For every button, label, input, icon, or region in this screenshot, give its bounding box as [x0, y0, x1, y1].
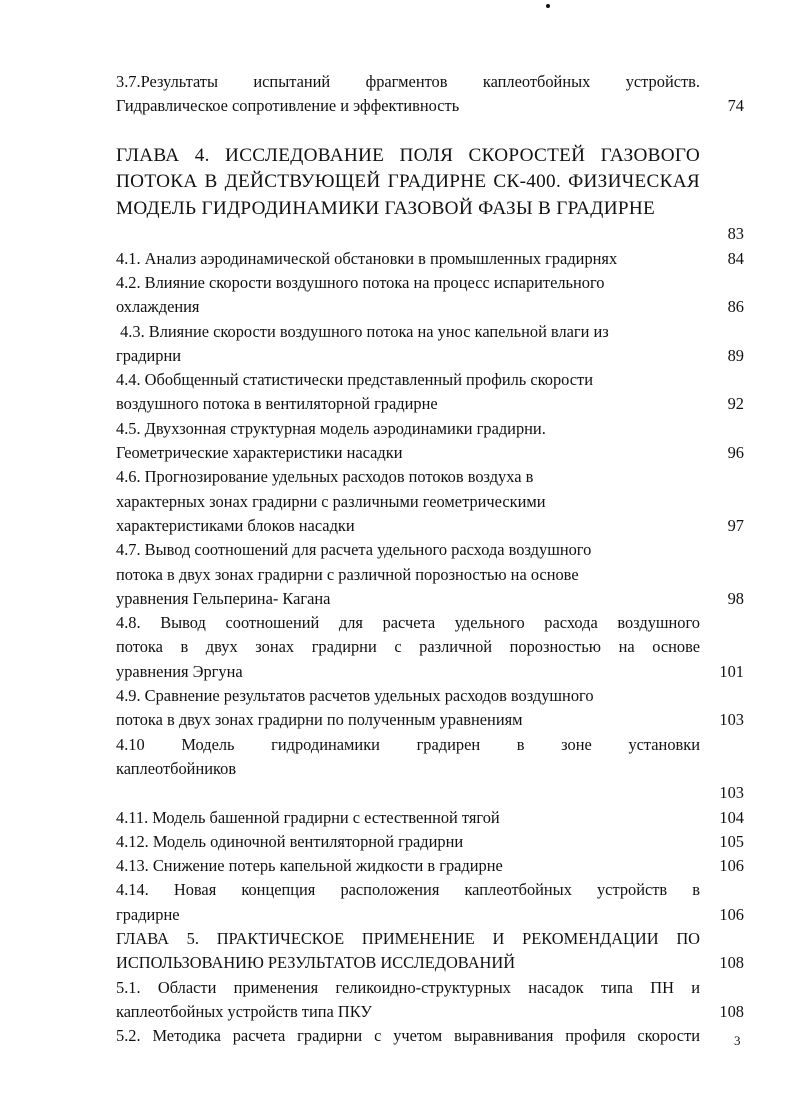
toc-entry-4-13	[116, 854, 744, 878]
toc-entry-text: потока в двух зонах градирни с различной порозностью на основе	[116, 564, 579, 584]
toc-entry-4-10	[116, 733, 744, 806]
toc-page-number: 106	[719, 904, 744, 924]
toc-page-number: 97	[727, 515, 744, 535]
toc-page-number: 98	[727, 588, 744, 608]
chapter-heading-text: ГЛАВА 5. ПРАКТИЧЕСКОЕ ПРИМЕНЕНИЕ И РЕКОМЕНДАЦИИ ПО	[116, 928, 700, 948]
toc-entry-3-7	[116, 70, 744, 119]
toc-entry-text: 4.10 Модель гидродинамики градирен в зоне установки	[116, 734, 700, 754]
toc-chapter-4-page	[116, 222, 744, 246]
table-of-contents	[116, 70, 744, 1048]
toc-page-number: 96	[727, 443, 744, 463]
toc-page-number: 83	[727, 224, 744, 244]
toc-page-number: 108	[719, 953, 744, 973]
toc-entry-text: 4.5. Двухзонная структурная модель аэродинамики градирни.	[116, 418, 546, 438]
toc-chapter-5	[116, 927, 744, 976]
toc-entry-4-5	[116, 417, 744, 466]
toc-entry-text: Геометрические характеристики насадки	[116, 443, 403, 463]
toc-entry-text: 3.7.Результаты испытаний фрагментов каплеотбойных устройств.	[116, 72, 700, 91]
toc-entry-text: 4.9. Сравнение результатов расчетов удельных расходов воздушного	[116, 686, 594, 706]
toc-entry-text: воздушного потока в вентиляторной градирне	[116, 394, 438, 414]
toc-entry-4-6	[116, 465, 744, 538]
toc-entry-text: 4.12. Модель одиночной вентиляторной градирни	[116, 831, 464, 851]
toc-entry-text: Гидравлическое сопротивление и эффективность	[116, 96, 460, 116]
scan-dot	[546, 4, 550, 8]
toc-entry-text: градирни	[116, 345, 182, 365]
toc-entry-text: потока в двух зонах градирни по полученным уравнениям	[116, 710, 523, 730]
toc-entry-text: уравнения Эргуна	[116, 661, 243, 681]
toc-entry-4-4	[116, 368, 744, 417]
toc-entry-text: 4.1. Анализ аэродинамической обстановки в промышленных градирнях	[116, 248, 618, 268]
toc-entry-text: каплеотбойных устройств типа ПКУ	[116, 1001, 372, 1021]
toc-page-number: 103	[719, 710, 744, 730]
toc-page-number: 108	[719, 1001, 744, 1021]
toc-entry-4-1	[116, 247, 744, 271]
toc-entry-text: 4.6. Прогнозирование удельных расходов потоков воздуха в	[116, 467, 534, 487]
chapter-heading-text: ГЛАВА 4. ИССЛЕДОВАНИЕ ПОЛЯ СКОРОСТЕЙ ГАЗОВОГО	[116, 144, 700, 166]
toc-entry-4-7	[116, 538, 744, 611]
toc-entry-text: 4.3. Влияние скорости воздушного потока на унос капельной влаги из	[116, 321, 609, 341]
toc-entry-text: 4.8. Вывод соотношений для расчета удельного расхода воздушного	[116, 613, 700, 633]
toc-entry-4-2	[116, 271, 744, 320]
toc-page-number: 105	[719, 831, 744, 851]
toc-page-number: 89	[727, 345, 744, 365]
chapter-heading-text: ПОТОКА В ДЕЙСТВУЮЩЕЙ ГРАДИРНЕ СК-400. ФИЗИЧЕСКАЯ	[116, 171, 700, 193]
toc-entry-text: 5.1. Области применения геликоидно-структурных насадок типа ПН и	[116, 977, 700, 997]
toc-page-number: 104	[719, 807, 744, 827]
toc-entry-text: каплеотбойников	[116, 758, 237, 778]
toc-entry-text: характеристиками блоков насадки	[116, 515, 355, 535]
toc-chapter-4	[116, 143, 744, 223]
toc-entry-4-14	[116, 878, 744, 927]
toc-entry-4-3	[116, 320, 744, 369]
toc-page-number: 106	[719, 856, 744, 876]
toc-page-number: 86	[727, 297, 744, 317]
toc-entry-text: 4.4. Обобщенный статистически представленный профиль скорости	[116, 370, 593, 390]
toc-entry-text: 4.11. Модель башенной градирни с естественной тягой	[116, 807, 500, 827]
toc-entry-text: охлаждения	[116, 297, 200, 317]
toc-page-number: 103	[719, 783, 744, 803]
toc-entry-text: 4.13. Снижение потерь капельной жидкости в градирне	[116, 856, 503, 876]
toc-entry-text: 5.2. Методика расчета градирни с учетом выравнивания профиля скорости	[116, 1026, 700, 1046]
toc-page-number: 74	[727, 96, 744, 116]
toc-page-number: 92	[727, 394, 744, 414]
toc-entry-text: характерных зонах градирни с различными геометрическими	[116, 491, 546, 511]
chapter-heading-text: ИСПОЛЬЗОВАНИЮ РЕЗУЛЬТАТОВ ИССЛЕДОВАНИЙ	[116, 953, 516, 973]
toc-entry-4-12	[116, 830, 744, 854]
toc-page-number: 101	[719, 661, 744, 681]
chapter-heading-text: МОДЕЛЬ ГИДРОДИНАМИКИ ГАЗОВОЙ ФАЗЫ В ГРАДИРНЕ	[116, 197, 655, 219]
toc-entry-4-8	[116, 611, 744, 684]
page-number: 3	[734, 1033, 741, 1048]
toc-entry-text: градирне	[116, 904, 180, 924]
toc-entry-text: 4.14. Новая концепция расположения каплеотбойных устройств в	[116, 880, 700, 900]
toc-entry-5-1	[116, 976, 744, 1025]
toc-entry-4-11	[116, 806, 744, 830]
toc-entry-text: 4.2. Влияние скорости воздушного потока на процесс испарительного	[116, 272, 605, 292]
toc-entry-text: 4.7. Вывод соотношений для расчета удельного расхода воздушного	[116, 540, 592, 560]
toc-entry-text: потока в двух зонах градирни с различной порозностью на основе	[116, 637, 700, 657]
toc-entry-4-9	[116, 684, 744, 733]
toc-page-number: 84	[727, 248, 744, 268]
toc-entry-text: уравнения Гельперина- Кагана	[116, 588, 331, 608]
toc-entry-5-2	[116, 1024, 744, 1048]
